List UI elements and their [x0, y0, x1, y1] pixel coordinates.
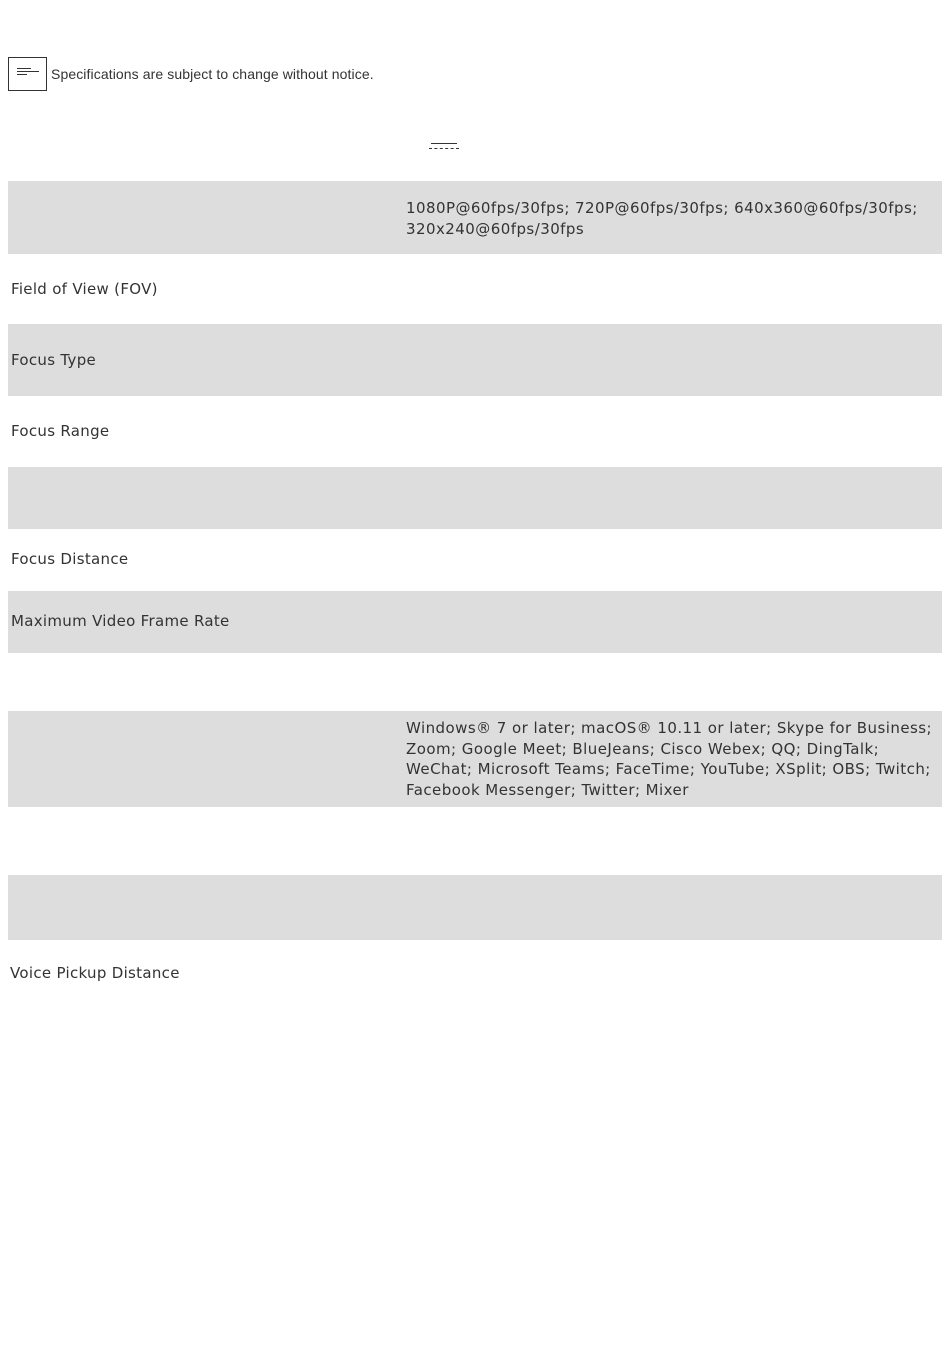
spec-row-empty-1 [8, 467, 942, 529]
max-frame-rate-label: Maximum Video Frame Rate [11, 612, 230, 630]
focus-range-label: Focus Range [11, 422, 110, 440]
focus-type-label: Focus Type [11, 351, 97, 369]
focus-distance-label: Focus Distance [11, 550, 129, 568]
note-icon [8, 57, 47, 91]
spec-row-focus-type [8, 324, 942, 396]
divider-mark [429, 141, 459, 151]
spec-notice [8, 56, 374, 92]
spec-row-empty-2 [8, 875, 942, 940]
fov-label: Field of View (FOV) [11, 280, 158, 298]
spec-row-max-frame-rate [8, 591, 942, 653]
spec-row-compatibility [8, 711, 942, 807]
spec-row-focus-distance [8, 529, 942, 591]
spec-row-fov [8, 254, 942, 324]
spec-row-resolution [8, 181, 942, 254]
spec-row-voice-pickup [8, 940, 942, 1010]
notice-text: Specifications are subject to change without notice. [51, 66, 374, 82]
compatibility-value: Windows® 7 or later; macOS® 10.11 or later; Skype for Business; Zoom; Google Meet; BlueJeans; Cisco Webex; QQ; DingTalk; WeChat; Microsoft Teams; FaceTime; YouTube; XSplit; OBS; Twitch; Facebook Messenger; Twitter; Mixer [406, 719, 933, 799]
spec-row-focus-range [8, 396, 942, 467]
voice-pickup-label: Voice Pickup Distance [10, 964, 180, 982]
resolution-value: 1080P@60fps/30fps; 720P@60fps/30fps; 640x360@60fps/30fps; 320x240@60fps/30fps [406, 199, 918, 238]
